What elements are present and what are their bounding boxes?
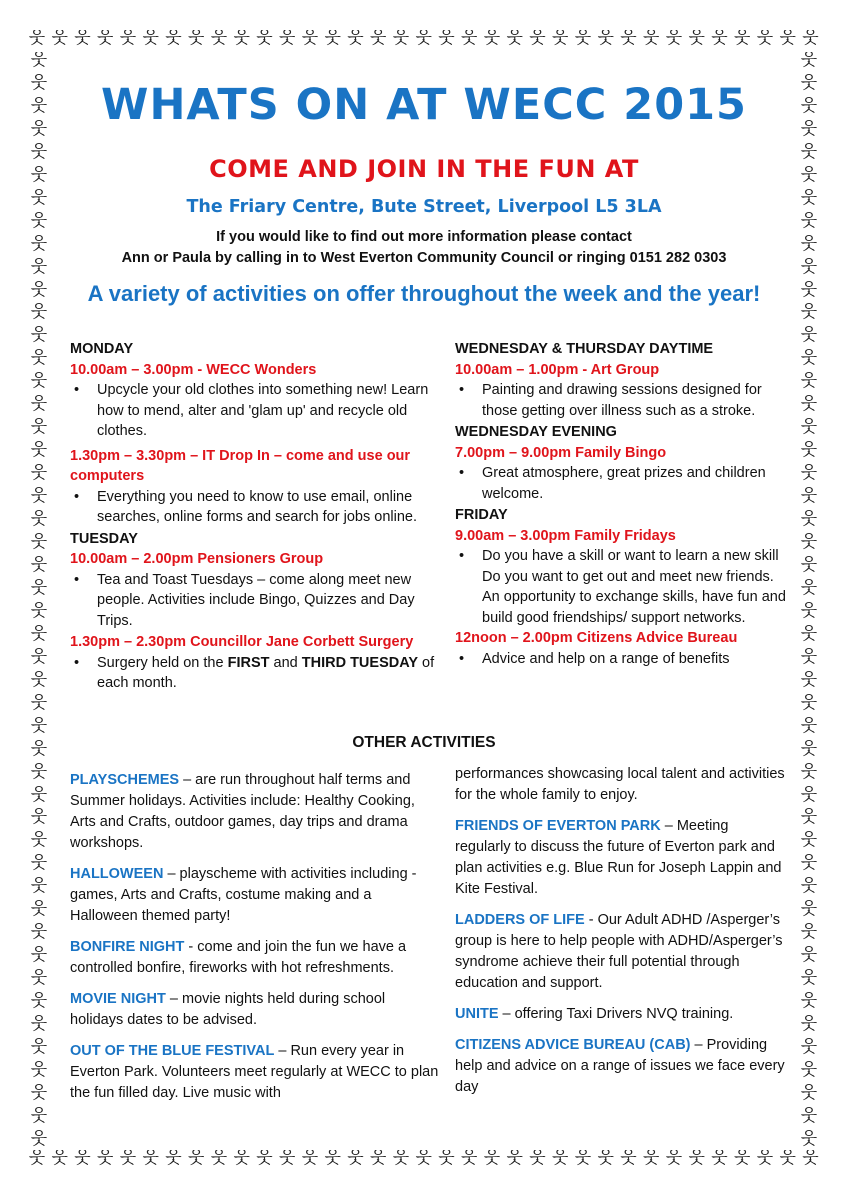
session-time: 12noon – 2.00pm Citizens Advice Bureau xyxy=(455,630,738,646)
person-icon: 웃 xyxy=(233,1150,250,1167)
session-time: 7.00pm – 9.00pm Family Bingo xyxy=(455,444,667,461)
person-icon: 웃 xyxy=(51,1150,68,1167)
person-icon: 웃 xyxy=(800,991,818,1012)
day-heading-wed-evening: WEDNESDAY EVENING xyxy=(455,424,617,440)
person-icon: 웃 xyxy=(461,30,478,47)
person-icon: 웃 xyxy=(574,30,592,47)
border-bottom xyxy=(28,1150,820,1167)
person-icon: 웃 xyxy=(30,853,48,874)
person-icon: 웃 xyxy=(800,394,818,415)
person-icon: 웃 xyxy=(30,187,48,208)
person-icon: 웃 xyxy=(711,1150,728,1167)
person-icon: 웃 xyxy=(800,715,818,736)
person-icon: 웃 xyxy=(800,371,818,392)
session-time: 10.00am – 1.00pm - Art Group xyxy=(455,361,660,378)
person-icon: 웃 xyxy=(779,1150,796,1167)
bullet-icon: • xyxy=(459,650,465,667)
bullet-icon: • xyxy=(74,488,80,505)
person-icon: 웃 xyxy=(597,1150,614,1167)
person-icon: 웃 xyxy=(597,30,614,47)
person-icon: 웃 xyxy=(800,646,818,667)
person-icon: 웃 xyxy=(800,1105,818,1126)
person-icon: 웃 xyxy=(30,761,48,782)
person-icon: 웃 xyxy=(552,30,569,47)
person-icon: 웃 xyxy=(30,1036,48,1057)
person-icon: 웃 xyxy=(800,600,818,621)
person-icon: 웃 xyxy=(734,1150,751,1167)
person-icon: 웃 xyxy=(165,1150,182,1167)
person-icon: 웃 xyxy=(574,1150,592,1167)
other-activities xyxy=(70,766,786,1114)
person-icon: 웃 xyxy=(30,394,48,415)
person-icon: 웃 xyxy=(347,1150,364,1167)
session-description: • Surgery held on the FIRST and THIRD TUESDAY of each month. xyxy=(74,654,435,691)
person-icon: 웃 xyxy=(415,30,432,47)
person-icon: 웃 xyxy=(800,922,818,943)
person-icon: 웃 xyxy=(800,577,818,598)
session-description: • Tea and Toast Tuesdays – come along meet new people. Activities include Bingo, Quizzes and Day Trips. xyxy=(74,571,415,629)
person-icon: 웃 xyxy=(30,876,48,897)
person-icon: 웃 xyxy=(30,509,48,530)
session-time: 9.00am – 3.00pm Family Fridays xyxy=(455,527,676,544)
person-icon: 웃 xyxy=(30,669,48,690)
person-icon: 웃 xyxy=(279,1150,296,1167)
schedule-column-right xyxy=(455,338,786,694)
person-icon: 웃 xyxy=(324,30,341,47)
session-description: • Do you have a skill or want to learn a new skill Do you want to get out and meet new friends. An opportunity to exchange skills, have fun and build good friendships/ support networks. xyxy=(459,548,786,626)
person-icon: 웃 xyxy=(30,118,48,139)
person-icon: 웃 xyxy=(800,210,818,231)
person-icon: 웃 xyxy=(256,30,273,47)
activity-entry: BONFIRE NIGHT - come and join the fun we have a controlled bonfire, fireworks with hot refreshments. xyxy=(70,939,407,976)
person-icon: 웃 xyxy=(210,1150,228,1167)
person-icon: 웃 xyxy=(392,1150,410,1167)
person-icon: 웃 xyxy=(392,30,410,47)
person-icon: 웃 xyxy=(30,1128,48,1148)
person-icon: 웃 xyxy=(142,1150,159,1167)
person-icon: 웃 xyxy=(800,72,818,93)
person-icon: 웃 xyxy=(734,30,751,47)
activity-entry: UNITE – offering Taxi Drivers NVQ training. xyxy=(455,1006,734,1022)
person-icon: 웃 xyxy=(119,1150,137,1167)
person-icon: 웃 xyxy=(800,440,818,461)
person-icon: 웃 xyxy=(97,30,114,47)
person-icon: 웃 xyxy=(800,1128,818,1148)
person-icon: 웃 xyxy=(30,95,48,116)
person-icon: 웃 xyxy=(30,577,48,598)
person-icon: 웃 xyxy=(800,95,818,116)
person-icon: 웃 xyxy=(800,1059,818,1080)
other-activities-column-left xyxy=(70,770,442,1114)
bullet-icon: • xyxy=(459,548,465,564)
session-time: 1.30pm – 3.30pm – IT Drop In – come and use our computers xyxy=(70,447,411,484)
session-description: • Painting and drawing sessions designed for those getting over illness such as a stroke. xyxy=(459,382,762,419)
person-icon: 웃 xyxy=(779,30,796,47)
person-icon: 웃 xyxy=(756,1150,774,1167)
person-icon: 웃 xyxy=(119,30,137,47)
person-icon: 웃 xyxy=(800,417,818,438)
person-icon: 웃 xyxy=(30,325,48,346)
person-icon: 웃 xyxy=(711,30,728,47)
person-icon: 웃 xyxy=(688,30,705,47)
person-icon: 웃 xyxy=(30,52,48,70)
session-description: • Upcycle your old clothes into something new! Learn how to mend, alter and 'glam up' and recycle old clothes. xyxy=(74,382,429,439)
person-icon: 웃 xyxy=(529,30,546,47)
venue-address: The Friary Centre, Bute Street, Liverpool L5 3LA xyxy=(186,197,662,217)
person-icon: 웃 xyxy=(233,30,250,47)
activity-entry: OUT OF THE BLUE FESTIVAL – Run every year in Everton Park. Volunteers meet regularly at WECC to plan the fun filled day. Live music with xyxy=(70,1043,439,1101)
person-icon: 웃 xyxy=(165,30,182,47)
person-icon: 웃 xyxy=(800,899,818,920)
person-icon: 웃 xyxy=(30,600,48,621)
person-icon: 웃 xyxy=(324,1150,341,1167)
person-icon: 웃 xyxy=(30,1014,48,1035)
person-icon: 웃 xyxy=(256,1150,273,1167)
person-icon: 웃 xyxy=(30,922,48,943)
person-icon: 웃 xyxy=(347,30,364,47)
person-icon: 웃 xyxy=(800,348,818,369)
person-icon: 웃 xyxy=(30,371,48,392)
person-icon: 웃 xyxy=(279,30,296,47)
person-icon: 웃 xyxy=(688,1150,705,1167)
person-icon: 웃 xyxy=(30,830,48,851)
person-icon: 웃 xyxy=(30,72,48,93)
person-icon: 웃 xyxy=(800,623,818,644)
person-icon: 웃 xyxy=(800,761,818,782)
person-icon: 웃 xyxy=(506,1150,523,1167)
bullet-icon: • xyxy=(459,465,465,481)
person-icon: 웃 xyxy=(28,30,46,47)
day-heading-monday: MONDAY xyxy=(70,341,134,357)
session-description: • Great atmosphere, great prizes and children welcome. xyxy=(459,465,766,502)
person-icon: 웃 xyxy=(800,279,818,300)
border-left xyxy=(30,52,48,1148)
person-icon: 웃 xyxy=(800,876,818,897)
person-icon: 웃 xyxy=(665,30,683,47)
person-icon: 웃 xyxy=(30,279,48,300)
person-icon: 웃 xyxy=(800,945,818,966)
person-icon: 웃 xyxy=(800,325,818,346)
page-title: WHATS ON AT WECC 2015 xyxy=(101,80,747,130)
person-icon: 웃 xyxy=(28,1150,46,1167)
person-icon: 웃 xyxy=(301,1150,319,1167)
person-icon: 웃 xyxy=(30,784,48,805)
bullet-icon: • xyxy=(459,382,465,398)
day-heading-tuesday: TUESDAY xyxy=(70,530,138,547)
other-activities-heading: OTHER ACTIVITIES xyxy=(352,734,496,751)
person-icon: 웃 xyxy=(30,486,48,507)
person-icon: 웃 xyxy=(800,1082,818,1103)
person-icon: 웃 xyxy=(74,1150,91,1167)
activity-entry: HALLOWEEN – playscheme with activities including - games, Arts and Crafts, costume making and a Halloween themed party! xyxy=(70,866,417,924)
person-icon: 웃 xyxy=(30,532,48,553)
person-icon: 웃 xyxy=(30,302,48,323)
person-icon: 웃 xyxy=(30,646,48,667)
bullet-icon: • xyxy=(74,654,80,671)
session-description: • Advice and help on a range of benefits xyxy=(455,649,786,670)
person-icon: 웃 xyxy=(665,1150,683,1167)
person-icon: 웃 xyxy=(188,1150,205,1167)
person-icon: 웃 xyxy=(30,554,48,575)
person-icon: 웃 xyxy=(756,30,774,47)
person-icon: 웃 xyxy=(30,417,48,438)
person-icon: 웃 xyxy=(800,1014,818,1035)
person-icon: 웃 xyxy=(800,554,818,575)
activity-entry-continued: performances showcasing local talent and activities for the whole family to enjoy. xyxy=(455,766,785,803)
person-icon: 웃 xyxy=(30,348,48,369)
person-icon: 웃 xyxy=(30,1059,48,1080)
session-time: 10.00am – 3.00pm - WECC Wonders xyxy=(70,361,317,378)
person-icon: 웃 xyxy=(438,30,455,47)
person-icon: 웃 xyxy=(30,233,48,254)
person-icon: 웃 xyxy=(188,30,205,47)
person-icon: 웃 xyxy=(370,1150,387,1167)
session-description: • Everything you need to know to use email, online searches, online forms and search for jobs online. xyxy=(74,488,417,525)
person-icon: 웃 xyxy=(800,784,818,805)
person-icon: 웃 xyxy=(643,1150,660,1167)
person-icon: 웃 xyxy=(30,141,48,162)
person-icon: 웃 xyxy=(800,463,818,484)
tagline: A variety of activities on offer throughout the week and the year! xyxy=(87,281,761,306)
activity-entry: MOVIE NIGHT – movie nights held during school holidays dates to be advised. xyxy=(70,991,386,1028)
person-icon: 웃 xyxy=(620,1150,637,1167)
person-icon: 웃 xyxy=(30,991,48,1012)
person-icon: 웃 xyxy=(800,164,818,185)
session-time: 1.30pm – 2.30pm Councillor Jane Corbett Surgery xyxy=(70,634,414,650)
person-icon: 웃 xyxy=(97,1150,114,1167)
person-icon: 웃 xyxy=(800,807,818,828)
person-icon: 웃 xyxy=(800,830,818,851)
person-icon: 웃 xyxy=(552,1150,569,1167)
person-icon: 웃 xyxy=(30,738,48,759)
bullet-icon: • xyxy=(74,382,80,398)
person-icon: 웃 xyxy=(51,30,68,47)
person-icon: 웃 xyxy=(30,968,48,989)
person-icon: 웃 xyxy=(30,210,48,231)
person-icon: 웃 xyxy=(30,463,48,484)
session-time: 10.00am – 2.00pm Pensioners Group xyxy=(70,551,324,567)
person-icon: 웃 xyxy=(800,669,818,690)
person-icon: 웃 xyxy=(800,233,818,254)
person-icon: 웃 xyxy=(800,738,818,759)
person-icon: 웃 xyxy=(800,692,818,713)
contact-line-2: Ann or Paula by calling in to West Everton Community Council or ringing 0151 282 0303 xyxy=(121,250,727,266)
subtitle: COME AND JOIN IN THE FUN AT xyxy=(209,155,639,183)
person-icon: 웃 xyxy=(461,1150,478,1167)
person-icon: 웃 xyxy=(30,1105,48,1126)
person-icon: 웃 xyxy=(620,30,637,47)
person-icon: 웃 xyxy=(30,164,48,185)
person-icon: 웃 xyxy=(800,853,818,874)
other-activities-column-right xyxy=(455,764,786,1114)
person-icon: 웃 xyxy=(30,945,48,966)
person-icon: 웃 xyxy=(800,532,818,553)
activity-entry: LADDERS OF LIFE - Our Adult ADHD /Asperger’s group is here to help people with ADHD/Asperger’s syndrome achieve their full potential through education and support. xyxy=(455,912,783,991)
activity-entry: PLAYSCHEMES – are run throughout half terms and Summer holidays. Activities include: Healthy Cooking, Arts and Crafts, outdoor games, day trips and drama workshops. xyxy=(70,772,415,851)
person-icon: 웃 xyxy=(30,899,48,920)
person-icon: 웃 xyxy=(30,692,48,713)
person-icon: 웃 xyxy=(74,30,91,47)
person-icon: 웃 xyxy=(529,1150,546,1167)
border-right xyxy=(800,52,818,1148)
person-icon: 웃 xyxy=(30,440,48,461)
person-icon: 웃 xyxy=(800,187,818,208)
person-icon: 웃 xyxy=(483,1150,501,1167)
person-icon: 웃 xyxy=(301,30,319,47)
activity-entry: CITIZENS ADVICE BUREAU (CAB) – Providing help and advice on a range of issues we face every day xyxy=(455,1037,785,1095)
person-icon: 웃 xyxy=(800,52,818,70)
person-icon: 웃 xyxy=(800,141,818,162)
person-icon: 웃 xyxy=(800,118,818,139)
person-icon: 웃 xyxy=(30,623,48,644)
person-icon: 웃 xyxy=(643,30,660,47)
border-top xyxy=(28,30,820,47)
person-icon: 웃 xyxy=(438,1150,455,1167)
person-icon: 웃 xyxy=(506,30,523,47)
person-icon: 웃 xyxy=(30,715,48,736)
person-icon: 웃 xyxy=(142,30,159,47)
activity-entry: FRIENDS OF EVERTON PARK – Meeting regularly to discuss the future of Everton park and plan activities e.g. Blue Run for Joseph Lappin and Kite Festival. xyxy=(455,818,782,897)
contact-line-1: If you would like to find out more information please contact xyxy=(216,229,632,245)
person-icon: 웃 xyxy=(210,30,228,47)
schedule-column-left xyxy=(70,338,440,694)
day-heading-friday: FRIDAY xyxy=(455,507,508,523)
person-icon: 웃 xyxy=(30,807,48,828)
day-heading-wed-thu: WEDNESDAY & THURSDAY DAYTIME xyxy=(455,341,714,357)
weekly-schedule xyxy=(70,338,786,694)
person-icon: 웃 xyxy=(800,302,818,323)
person-icon: 웃 xyxy=(800,256,818,277)
person-icon: 웃 xyxy=(800,968,818,989)
person-icon: 웃 xyxy=(30,256,48,277)
bullet-icon: • xyxy=(74,571,80,588)
person-icon: 웃 xyxy=(415,1150,432,1167)
person-icon: 웃 xyxy=(802,30,819,47)
person-icon: 웃 xyxy=(30,1082,48,1103)
person-icon: 웃 xyxy=(800,486,818,507)
contact-info xyxy=(62,227,786,269)
person-icon: 웃 xyxy=(800,509,818,530)
person-icon: 웃 xyxy=(483,30,501,47)
flyer xyxy=(62,70,786,1101)
person-icon: 웃 xyxy=(800,1036,818,1057)
person-icon: 웃 xyxy=(370,30,387,47)
person-icon: 웃 xyxy=(802,1150,819,1167)
